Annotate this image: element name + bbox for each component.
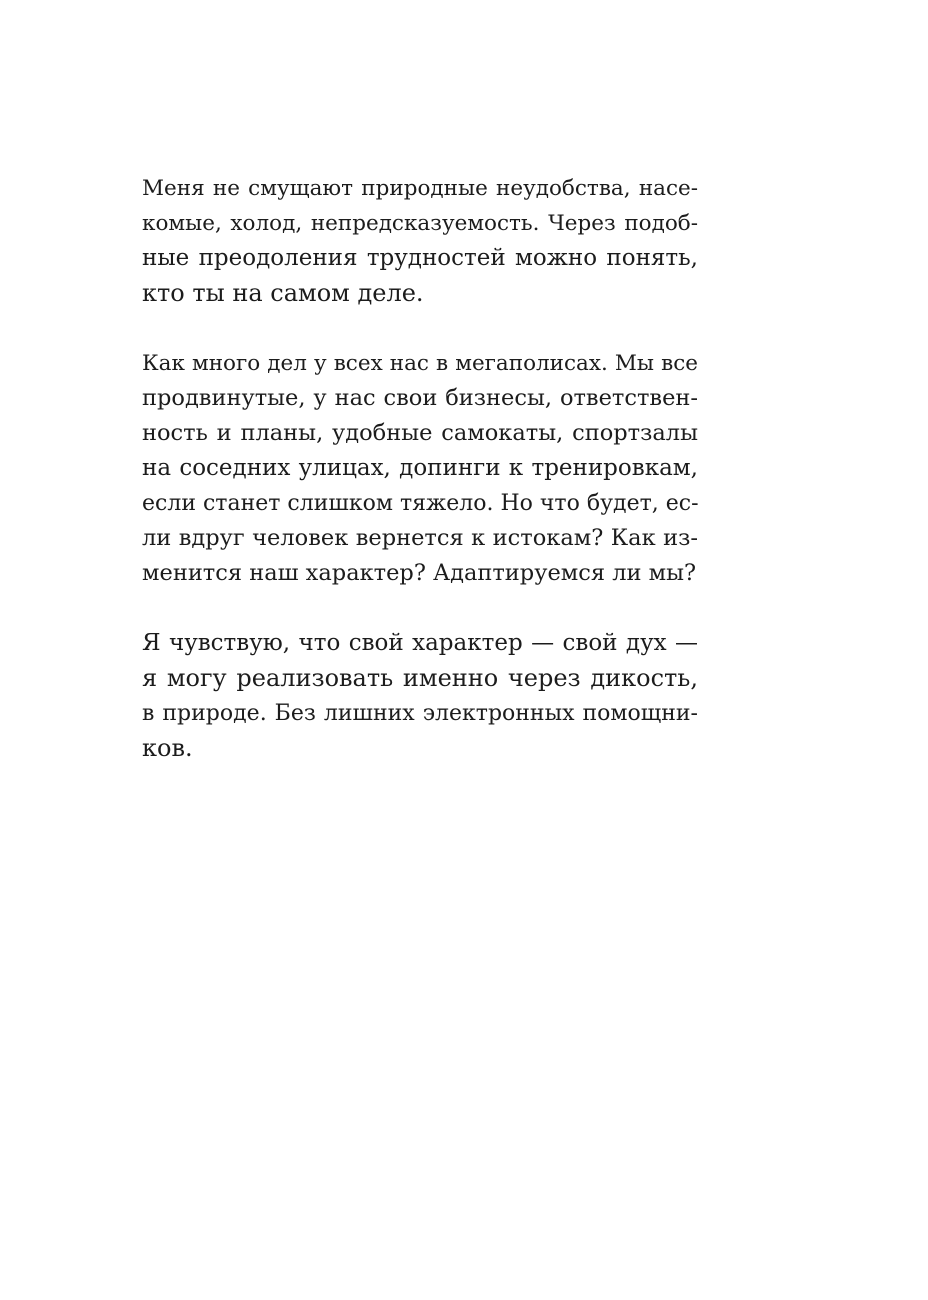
text-line: ли вдруг человек вернется к истокам? Как из- — [142, 525, 698, 551]
text-line: продвинутые, у нас свои бизнесы, ответствен- — [142, 385, 698, 411]
text-line: Как много дел у всех нас в мегаполисах. Мы все — [142, 351, 698, 376]
body-text — [142, 171, 698, 801]
text-line: ков. — [142, 734, 193, 762]
paragraph-3 — [142, 626, 698, 766]
text-line: ные преодоления трудностей можно понять, — [142, 245, 698, 271]
text-line: я могу реализовать именно через дикость, — [142, 664, 698, 692]
text-line: ность и планы, удобные самокаты, спортзалы — [142, 420, 698, 446]
text-line: в природе. Без лишних электронных помощни- — [142, 701, 698, 726]
paragraph-1 — [142, 171, 698, 311]
text-line: Меня не смущают природные неудобства, насе- — [142, 176, 698, 201]
text-line: кто ты на самом деле. — [142, 279, 424, 307]
text-line: менится наш характер? Адаптируемся ли мы? — [142, 560, 697, 586]
text-line: Я чувствую, что свой характер — свой дух — — [142, 630, 698, 656]
paragraph-2 — [142, 346, 698, 591]
text-line: на соседних улицах, допинги к тренировкам, — [142, 455, 698, 481]
text-line: если станет слишком тяжело. Но что будет, ес- — [142, 491, 699, 516]
text-line: комые, холод, непредсказуемость. Через подоб- — [142, 211, 698, 236]
